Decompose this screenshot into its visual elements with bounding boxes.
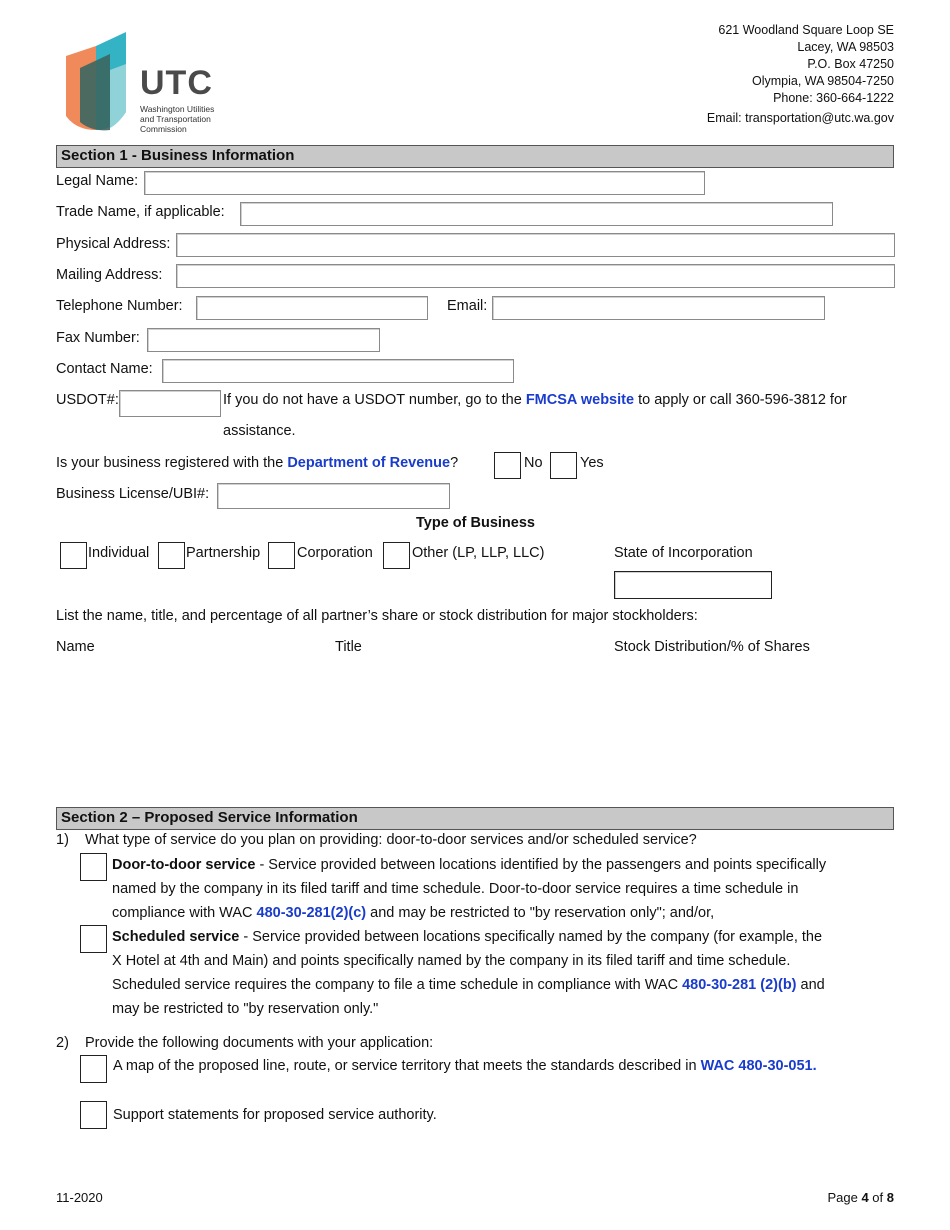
column-name-header: Name <box>56 639 95 655</box>
form-revision-date: 11-2020 <box>56 1190 103 1205</box>
telephone-label: Telephone Number: <box>56 298 183 314</box>
usdot-input[interactable] <box>119 390 221 417</box>
physical-address-label: Physical Address: <box>56 236 171 252</box>
trade-name-label: Trade Name, if applicable: <box>56 204 225 220</box>
business-license-input[interactable] <box>217 483 450 509</box>
type-individual-checkbox[interactable] <box>60 542 87 569</box>
address-email: Email: transportation@utc.wa.gov <box>706 111 894 125</box>
wac-480-30-281-2b-link[interactable]: 480-30-281 (2)(b) <box>682 977 797 993</box>
type-partnership-checkbox[interactable] <box>158 542 185 569</box>
usdot-label: USDOT#: <box>56 392 119 408</box>
section2-header: Section 2 – Proposed Service Information <box>56 807 894 830</box>
fax-input[interactable] <box>147 328 380 352</box>
q1-text: What type of service do you plan on providing: door-to-door services and/or scheduled service? <box>85 832 697 848</box>
type-of-business-heading: Type of Business <box>416 515 535 531</box>
state-incorporation-label: State of Incorporation <box>614 545 753 561</box>
door-to-door-description: Door-to-door service - Service provided between locations identified by the passengers and points specifically named by the company in its filed tariff and time schedule. Door-to-door service requires a time schedule in compliance with WAC 480-30-281(2)(c) and may be restricted to "by reservation only"; and/or, <box>112 857 827 921</box>
section1-header: Section 1 - Business Information <box>56 145 894 168</box>
scheduled-service-description: Scheduled service - Service provided between locations specifically named by the company (for example, the X Hotel at 4th and Main) and points specifically named by the company in its filed tariff and time schedule. Scheduled service requires the company to file a time schedule in compliance with WAC 480-30-281 (2)(b) and may be restricted to "by reservation only." <box>112 929 825 1017</box>
email-label: Email: <box>447 298 488 314</box>
utc-org-line2: and Transportation <box>140 114 211 124</box>
address-line4: Olympia, WA 98504-7250 <box>752 74 894 88</box>
support-statements-text: Support statements for proposed service authority. <box>113 1107 437 1123</box>
type-individual-label: Individual <box>88 545 150 561</box>
utc-org-line1: Washington Utilities <box>140 104 215 114</box>
physical-address-input[interactable] <box>176 233 895 257</box>
column-stock-header: Stock Distribution/% of Shares <box>614 639 810 655</box>
mailing-address-label: Mailing Address: <box>56 267 163 283</box>
contact-name-label: Contact Name: <box>56 361 153 377</box>
type-corporation-label: Corporation <box>297 545 373 561</box>
utc-org-line3: Commission <box>140 124 187 134</box>
scheduled-service-checkbox[interactable] <box>80 925 107 953</box>
state-incorporation-input[interactable] <box>614 571 772 599</box>
email-input[interactable] <box>492 296 825 320</box>
type-other-checkbox[interactable] <box>383 542 410 569</box>
dor-yes-checkbox[interactable] <box>550 452 577 479</box>
dor-question: Is your business registered with the Department of Revenue? <box>56 455 459 471</box>
contact-name-input[interactable] <box>162 359 514 383</box>
fax-label: Fax Number: <box>56 330 140 346</box>
legal-name-input[interactable] <box>144 171 705 195</box>
type-corporation-checkbox[interactable] <box>268 542 295 569</box>
address-line3: P.O. Box 47250 <box>807 57 894 71</box>
column-title-header: Title <box>335 639 362 655</box>
map-document-checkbox[interactable] <box>80 1055 107 1083</box>
wac-480-30-281-2c-link[interactable]: 480-30-281(2)(c) <box>256 905 367 921</box>
usdot-note-line2: assistance. <box>223 423 296 439</box>
telephone-input[interactable] <box>196 296 428 320</box>
utc-logo-mark <box>62 30 132 138</box>
address-phone: Phone: 360-664-1222 <box>773 91 894 105</box>
scheduled-service-label: Scheduled service <box>112 929 240 945</box>
utc-wordmark: UTC <box>140 64 213 102</box>
department-of-revenue-link[interactable]: Department of Revenue <box>287 455 451 471</box>
agency-address <box>707 22 894 127</box>
address-line2: Lacey, WA 98503 <box>797 40 894 54</box>
business-license-label: Business License/UBI#: <box>56 486 210 502</box>
page-number: Page 4 of 8 <box>827 1190 894 1205</box>
utc-logo <box>62 30 232 140</box>
q2-number: 2) <box>56 1035 69 1051</box>
type-partnership-label: Partnership <box>186 545 261 561</box>
trade-name-input[interactable] <box>240 202 833 226</box>
usdot-note: If you do not have a USDOT number, go to the FMCSA website to apply or call 360-596-3812 for <box>223 392 847 408</box>
dor-no-label: No <box>524 455 543 471</box>
mailing-address-input[interactable] <box>176 264 895 288</box>
door-to-door-checkbox[interactable] <box>80 853 107 881</box>
map-document-text: A map of the proposed line, route, or service territory that meets the standards described in WAC 480-30-051. <box>113 1058 817 1074</box>
door-to-door-label: Door-to-door service <box>112 857 256 873</box>
partners-note: List the name, title, and percentage of all partner’s share or stock distribution for major stockholders: <box>56 608 698 624</box>
q1-number: 1) <box>56 832 69 848</box>
dor-no-checkbox[interactable] <box>494 452 521 479</box>
fmcsa-website-link[interactable]: FMCSA website <box>525 392 635 408</box>
wac-480-30-051-link[interactable]: WAC 480-30-051. <box>700 1058 817 1074</box>
q2-text: Provide the following documents with your application: <box>85 1035 434 1051</box>
dor-yes-label: Yes <box>580 455 604 471</box>
legal-name-label: Legal Name: <box>56 173 139 189</box>
support-statements-checkbox[interactable] <box>80 1101 107 1129</box>
type-other-label: Other (LP, LLP, LLC) <box>412 545 545 561</box>
address-line1: 621 Woodland Square Loop SE <box>718 23 894 37</box>
